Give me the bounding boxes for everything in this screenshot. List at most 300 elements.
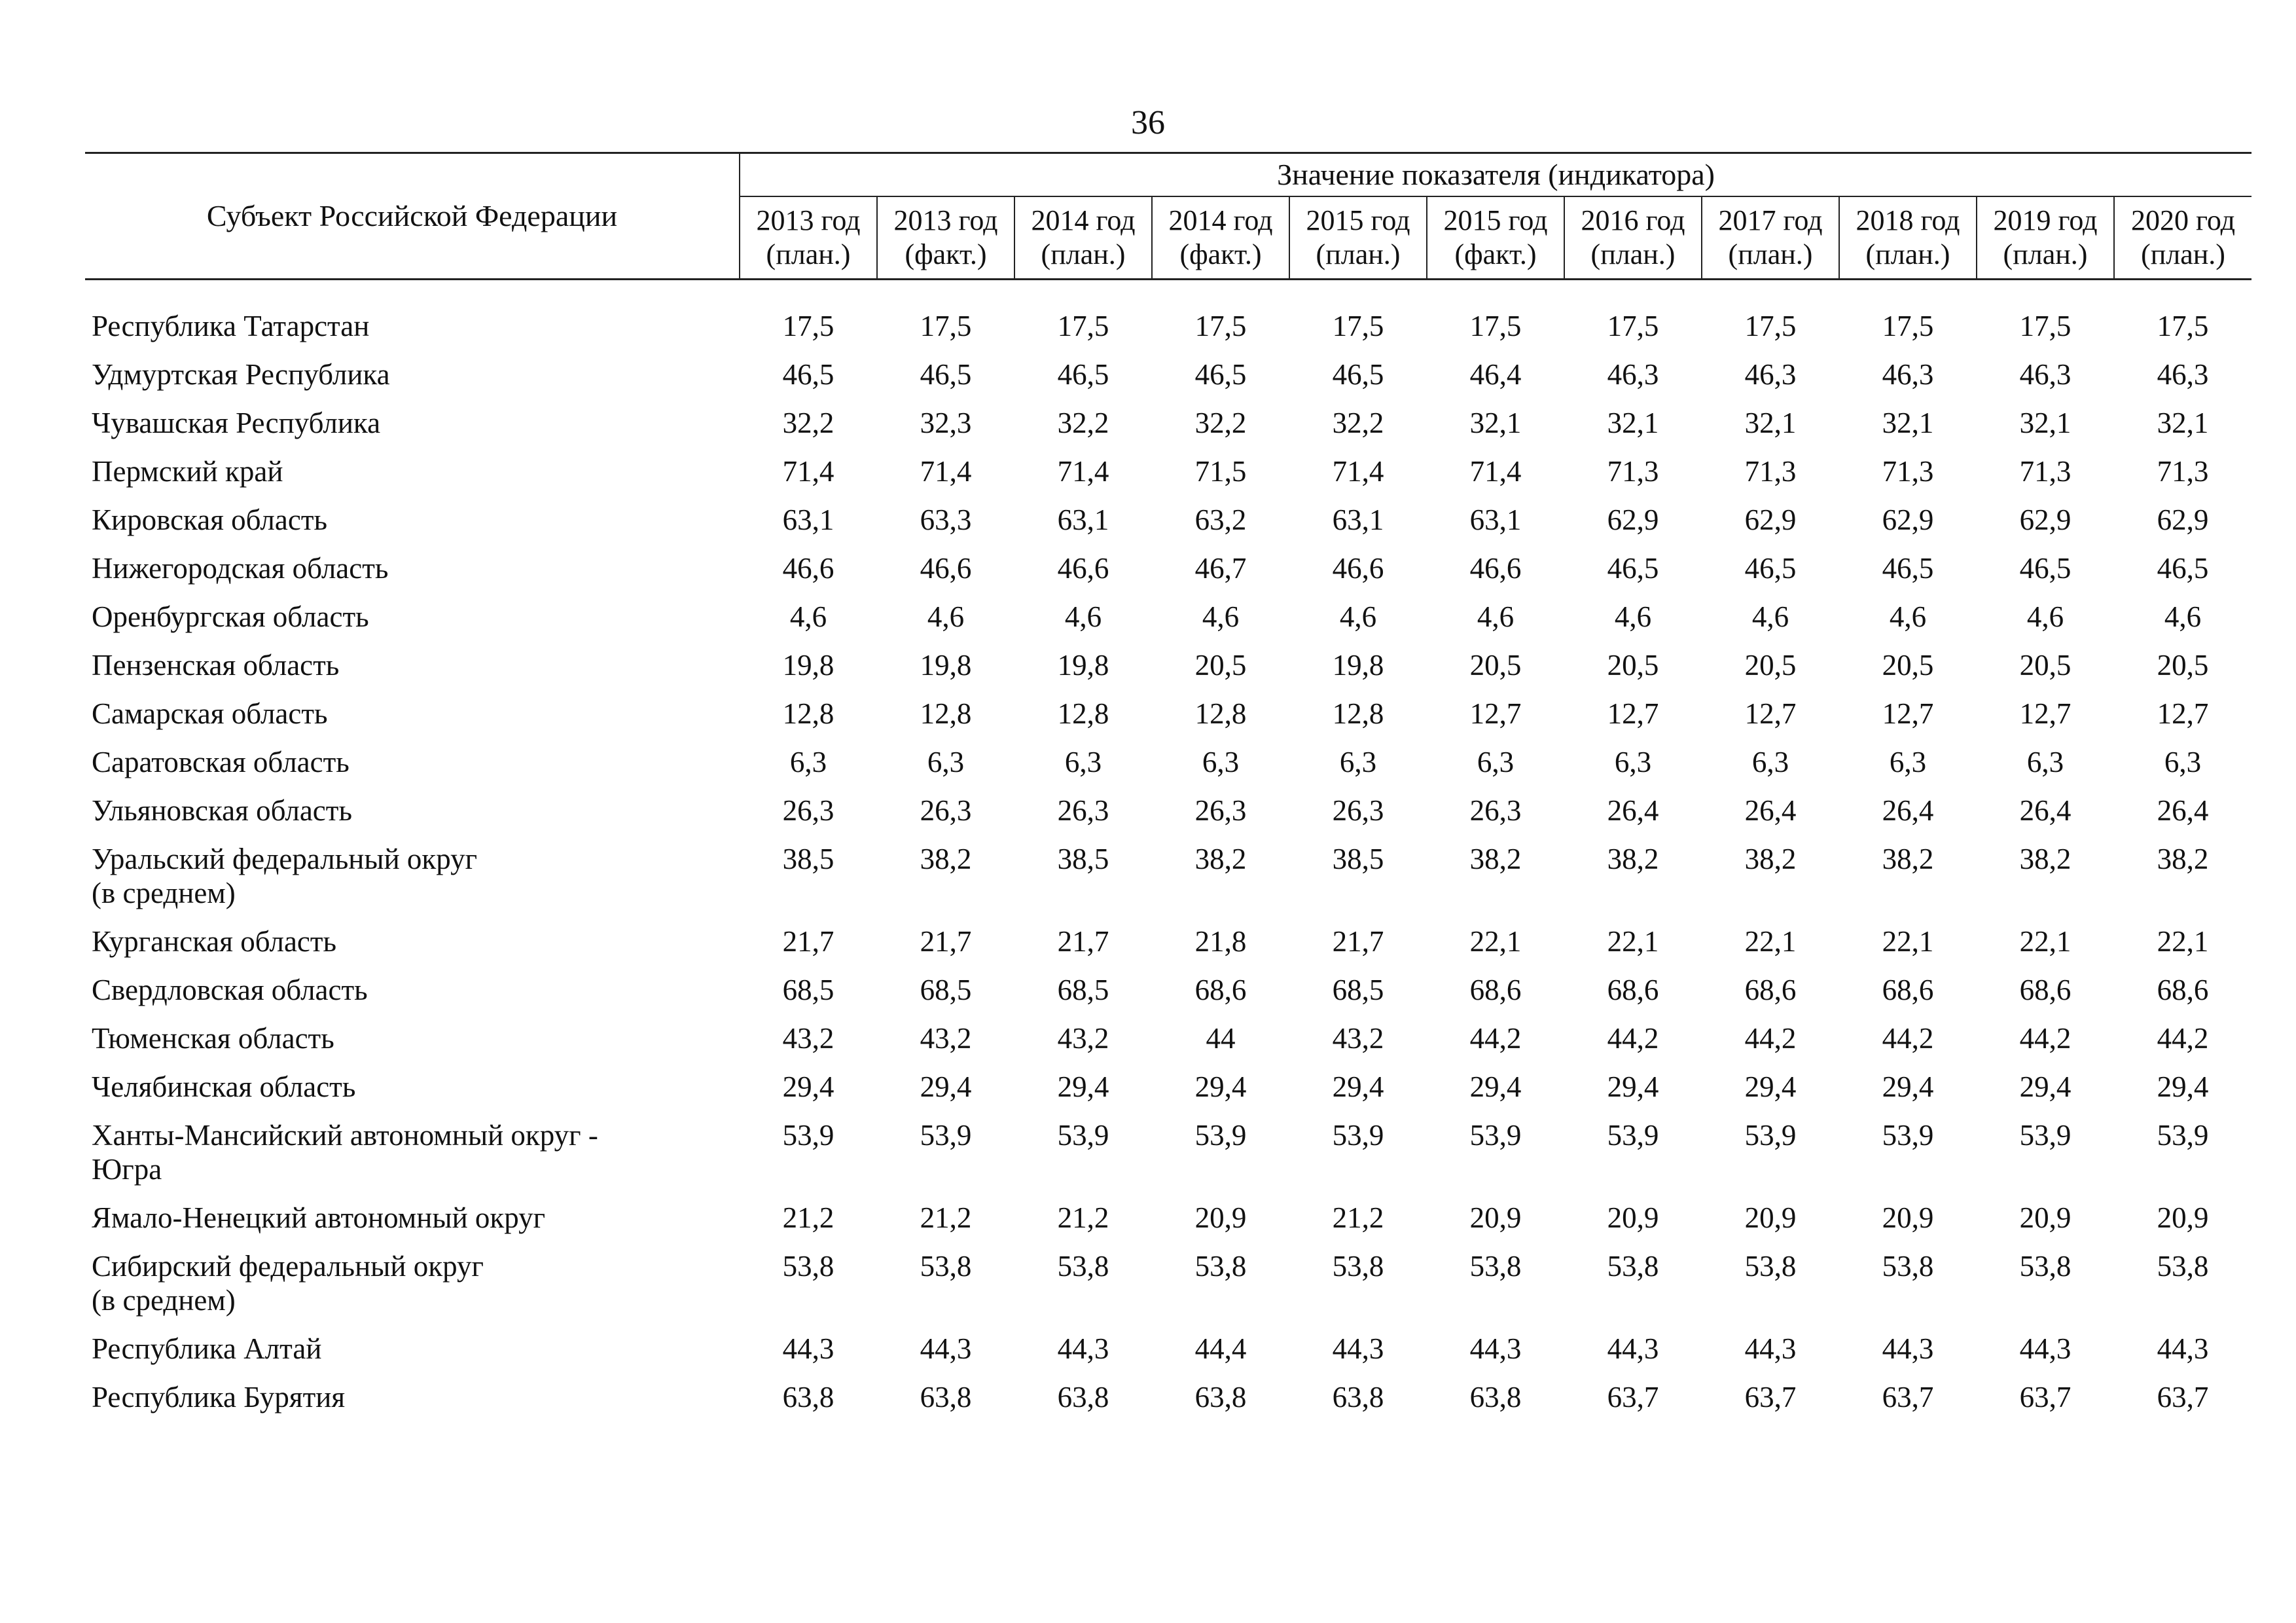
year-label: 2017 год	[1718, 204, 1823, 236]
year-label: 2019 год	[1993, 204, 2098, 236]
region-name-cell	[85, 1249, 740, 1332]
region-name-cell	[85, 1021, 740, 1070]
value-kind-label: (план.)	[1316, 238, 1401, 270]
value-kind-label: (факт.)	[1179, 238, 1262, 270]
value-cell: 53,9	[1057, 1119, 1109, 1152]
value-cell: 44,3	[1332, 1332, 1384, 1365]
value-cell: 12,8	[920, 697, 972, 730]
value-cell: 71,3	[2157, 455, 2209, 488]
table-row	[85, 697, 2251, 745]
table-row	[85, 842, 2251, 924]
value-cell: 53,9	[2019, 1119, 2072, 1152]
value-cell: 21,2	[1332, 1201, 1384, 1234]
value-cell: 38,2	[2157, 843, 2209, 875]
value-cell: 4,6	[2164, 600, 2202, 633]
value-cell: 29,4	[2019, 1070, 2072, 1103]
value-cell: 46,5	[1332, 358, 1384, 391]
value-cell: 38,5	[1332, 843, 1384, 875]
region-name-cell	[85, 697, 740, 745]
value-cell: 53,8	[1744, 1250, 1797, 1283]
value-cell: 12,8	[1332, 697, 1384, 730]
value-cell: 44,4	[1194, 1332, 1247, 1365]
value-cell: 21,7	[1332, 925, 1384, 958]
region-name-continuation: Югра	[92, 1153, 162, 1186]
table-row	[85, 1380, 2251, 1429]
region-name-cell	[85, 1380, 740, 1429]
value-cell: 68,6	[1744, 974, 1797, 1006]
value-cell: 71,3	[1607, 455, 1659, 488]
value-cell: 71,4	[920, 455, 972, 488]
region-name-cell	[85, 648, 740, 697]
value-cell: 12,7	[2157, 697, 2209, 730]
value-cell: 4,6	[1202, 600, 1240, 633]
value-cell: 63,8	[1057, 1381, 1109, 1413]
value-cell: 53,9	[1194, 1119, 1247, 1152]
value-cell: 63,8	[1469, 1381, 1522, 1413]
year-column-header	[1977, 196, 2114, 280]
value-cell: 17,5	[920, 310, 972, 342]
value-cell: 44,3	[782, 1332, 834, 1365]
value-cell: 44,3	[1057, 1332, 1109, 1365]
page-number: 36	[1131, 104, 1165, 141]
value-cell: 38,2	[920, 843, 972, 875]
value-cell: 22,1	[1469, 925, 1522, 958]
value-cell: 22,1	[2157, 925, 2209, 958]
value-cell: 71,3	[1744, 455, 1797, 488]
value-cell: 43,2	[1057, 1022, 1109, 1055]
value-cell: 46,5	[782, 358, 834, 391]
value-cell: 26,4	[1882, 794, 1934, 827]
value-cell: 6,3	[1064, 746, 1102, 778]
value-cell: 32,3	[920, 407, 972, 439]
value-cell: 63,1	[1332, 503, 1384, 536]
value-cell: 20,9	[1469, 1201, 1522, 1234]
value-kind-label: (план.)	[1728, 238, 1813, 270]
region-name-cell	[85, 793, 740, 842]
value-cell: 4,6	[1477, 600, 1515, 633]
value-cell: 63,7	[2019, 1381, 2072, 1413]
value-cell: 17,5	[1744, 310, 1797, 342]
table-row	[85, 745, 2251, 793]
value-cell: 6,3	[927, 746, 965, 778]
year-column-header	[1014, 196, 1152, 280]
table-row	[85, 551, 2251, 600]
value-cell: 29,4	[1744, 1070, 1797, 1103]
region-name: Пермский край	[92, 455, 283, 488]
value-cell: 4,6	[1339, 600, 1377, 633]
year-column-header	[877, 196, 1014, 280]
indicator-group-header: Значение показателя (индикатора)	[740, 153, 2251, 197]
region-name-cell	[85, 973, 740, 1021]
table-row	[85, 309, 2251, 357]
value-cell: 21,7	[782, 925, 834, 958]
value-cell: 6,3	[1202, 746, 1240, 778]
value-cell: 26,3	[1469, 794, 1522, 827]
indicator-table-container	[85, 152, 2251, 1429]
value-cell: 46,3	[1882, 358, 1934, 391]
value-cell: 62,9	[1607, 503, 1659, 536]
table-body	[85, 280, 2251, 1429]
year-column-header	[1702, 196, 1839, 280]
value-cell: 21,2	[920, 1201, 972, 1234]
value-cell: 63,3	[920, 503, 972, 536]
region-name: Ульяновская область	[92, 794, 352, 827]
region-name: Уральский федеральный округ	[92, 843, 478, 875]
value-cell: 44,3	[1744, 1332, 1797, 1365]
value-cell: 26,4	[2157, 794, 2209, 827]
table-row	[85, 503, 2251, 551]
value-cell: 17,5	[2157, 310, 2209, 342]
table-row	[85, 793, 2251, 842]
value-cell: 53,8	[782, 1250, 834, 1283]
table-row	[85, 357, 2251, 406]
region-name: Оренбургская область	[92, 600, 369, 633]
value-cell: 6,3	[1889, 746, 1927, 778]
value-cell: 71,3	[1882, 455, 1934, 488]
value-cell: 20,5	[1469, 649, 1522, 682]
table-row	[85, 1118, 2251, 1201]
value-cell: 44,3	[1882, 1332, 1934, 1365]
value-cell: 19,8	[782, 649, 834, 682]
value-cell: 26,4	[2019, 794, 2072, 827]
value-cell: 26,3	[1057, 794, 1109, 827]
value-cell: 53,9	[920, 1119, 972, 1152]
value-kind-label: (план.)	[1590, 238, 1676, 270]
value-cell: 6,3	[2164, 746, 2202, 778]
value-cell: 22,1	[1607, 925, 1659, 958]
value-cell: 4,6	[789, 600, 827, 633]
value-cell: 38,5	[1057, 843, 1109, 875]
value-cell: 17,5	[1332, 310, 1384, 342]
year-label: 2016 год	[1581, 204, 1685, 236]
value-cell: 71,4	[1469, 455, 1522, 488]
value-cell: 53,8	[1332, 1250, 1384, 1283]
value-cell: 20,9	[1607, 1201, 1659, 1234]
value-cell: 20,9	[1194, 1201, 1247, 1234]
region-name-cell	[85, 745, 740, 793]
value-cell: 46,5	[2019, 552, 2072, 585]
table-row	[85, 1021, 2251, 1070]
value-cell: 63,2	[1194, 503, 1247, 536]
year-column-header	[1152, 196, 1289, 280]
value-cell: 53,9	[1744, 1119, 1797, 1152]
value-cell: 4,6	[1751, 600, 1789, 633]
value-cell: 71,5	[1194, 455, 1247, 488]
value-cell: 38,2	[1194, 843, 1247, 875]
value-cell: 46,6	[1057, 552, 1109, 585]
table-row	[85, 1332, 2251, 1380]
value-cell: 44,2	[2157, 1022, 2209, 1055]
value-cell: 17,5	[1882, 310, 1934, 342]
value-cell: 63,8	[1194, 1381, 1247, 1413]
value-cell: 21,2	[782, 1201, 834, 1234]
value-cell: 71,4	[782, 455, 834, 488]
value-cell: 12,7	[2019, 697, 2072, 730]
value-cell: 46,5	[1607, 552, 1659, 585]
value-cell: 63,7	[1882, 1381, 1934, 1413]
value-cell: 29,4	[782, 1070, 834, 1103]
value-cell: 44,2	[1469, 1022, 1522, 1055]
value-cell: 46,6	[782, 552, 834, 585]
value-cell: 21,7	[1057, 925, 1109, 958]
value-cell: 12,7	[1882, 697, 1934, 730]
value-cell: 38,5	[782, 843, 834, 875]
value-cell: 53,8	[920, 1250, 972, 1283]
value-cell: 17,5	[1607, 310, 1659, 342]
value-cell: 53,8	[1607, 1250, 1659, 1283]
value-cell: 68,6	[1882, 974, 1934, 1006]
region-name: Удмуртская Республика	[92, 358, 390, 391]
region-name-cell	[85, 503, 740, 551]
value-cell: 32,1	[2019, 407, 2072, 439]
year-label: 2013 год	[893, 204, 998, 236]
region-name-cell	[85, 1118, 740, 1201]
table-row	[85, 924, 2251, 973]
value-kind-label: (план.)	[1865, 238, 1950, 270]
region-name-continuation: (в среднем)	[92, 877, 236, 909]
value-cell: 6,3	[1614, 746, 1652, 778]
value-cell: 46,5	[1194, 358, 1247, 391]
value-cell: 68,6	[1607, 974, 1659, 1006]
value-cell: 63,1	[1057, 503, 1109, 536]
region-name: Тюменская область	[92, 1022, 334, 1055]
value-cell: 6,3	[789, 746, 827, 778]
value-cell: 53,9	[1882, 1119, 1934, 1152]
value-cell: 46,3	[1607, 358, 1659, 391]
value-cell: 6,3	[1751, 746, 1789, 778]
value-cell: 21,8	[1194, 925, 1247, 958]
value-cell: 63,1	[1469, 503, 1522, 536]
value-cell: 26,4	[1607, 794, 1659, 827]
region-name-cell	[85, 454, 740, 503]
value-cell: 20,5	[1607, 649, 1659, 682]
value-cell: 4,6	[2026, 600, 2064, 633]
value-cell: 19,8	[920, 649, 972, 682]
year-label: 2020 год	[2130, 204, 2236, 236]
value-cell: 62,9	[2157, 503, 2209, 536]
region-name: Пензенская область	[92, 649, 340, 682]
region-name-cell	[85, 1332, 740, 1380]
year-column-header	[740, 196, 877, 280]
region-name-cell	[85, 600, 740, 648]
region-name: Республика Алтай	[92, 1332, 322, 1365]
value-cell: 26,3	[782, 794, 834, 827]
value-cell: 32,2	[1194, 407, 1247, 439]
value-cell: 20,5	[1882, 649, 1934, 682]
region-name-cell	[85, 357, 740, 406]
year-label: 2014 год	[1031, 204, 1136, 236]
value-cell: 17,5	[1469, 310, 1522, 342]
value-cell: 32,2	[1332, 407, 1384, 439]
value-cell: 62,9	[2019, 503, 2072, 536]
value-cell: 29,4	[1194, 1070, 1247, 1103]
year-column-header	[1289, 196, 1427, 280]
value-cell: 32,1	[1607, 407, 1659, 439]
table-row	[85, 1201, 2251, 1249]
value-cell: 21,2	[1057, 1201, 1109, 1234]
value-cell: 53,9	[1607, 1119, 1659, 1152]
value-cell: 19,8	[1057, 649, 1109, 682]
value-cell: 63,7	[2157, 1381, 2209, 1413]
value-cell: 38,2	[1607, 843, 1659, 875]
region-name-cell	[85, 1201, 740, 1249]
value-cell: 38,2	[2019, 843, 2072, 875]
value-cell: 46,3	[2019, 358, 2072, 391]
value-cell: 53,8	[2019, 1250, 2072, 1283]
value-cell: 53,9	[2157, 1119, 2209, 1152]
value-cell: 68,5	[920, 974, 972, 1006]
header-spacer	[85, 280, 2251, 310]
region-name: Нижегородская область	[92, 552, 389, 585]
value-cell: 68,6	[2157, 974, 2209, 1006]
value-kind-label: (план.)	[2141, 238, 2225, 270]
value-cell: 17,5	[782, 310, 834, 342]
value-cell: 53,9	[1469, 1119, 1522, 1152]
value-cell: 62,9	[1744, 503, 1797, 536]
value-cell: 38,2	[1744, 843, 1797, 875]
value-cell: 29,4	[920, 1070, 972, 1103]
region-name-cell	[85, 842, 740, 924]
region-name: Курганская область	[92, 925, 337, 958]
value-cell: 26,3	[1194, 794, 1247, 827]
value-cell: 68,5	[1057, 974, 1109, 1006]
value-cell: 21,7	[920, 925, 972, 958]
value-cell: 71,4	[1057, 455, 1109, 488]
value-cell: 63,7	[1744, 1381, 1797, 1413]
region-name: Челябинская область	[92, 1070, 356, 1103]
value-cell: 46,5	[2157, 552, 2209, 585]
region-name: Самарская область	[92, 697, 328, 730]
value-kind-label: (план.)	[2003, 238, 2088, 270]
value-cell: 46,3	[2157, 358, 2209, 391]
value-cell: 29,4	[1469, 1070, 1522, 1103]
value-cell: 44,2	[1882, 1022, 1934, 1055]
value-cell: 53,9	[782, 1119, 834, 1152]
region-name-cell	[85, 924, 740, 973]
value-cell: 44	[1206, 1022, 1236, 1055]
region-name: Ямало-Ненецкий автономный округ	[92, 1201, 546, 1234]
value-cell: 29,4	[1882, 1070, 1934, 1103]
value-cell: 26,3	[920, 794, 972, 827]
value-cell: 46,5	[1882, 552, 1934, 585]
value-cell: 53,8	[1194, 1250, 1247, 1283]
value-cell: 29,4	[1607, 1070, 1659, 1103]
value-cell: 44,3	[1607, 1332, 1659, 1365]
value-cell: 4,6	[927, 600, 965, 633]
value-kind-label: (план.)	[766, 238, 851, 270]
value-kind-label: (факт.)	[905, 238, 987, 270]
value-kind-label: (факт.)	[1454, 238, 1537, 270]
value-cell: 63,7	[1607, 1381, 1659, 1413]
year-column-header	[1839, 196, 1977, 280]
table-row	[85, 1070, 2251, 1118]
value-cell: 63,8	[782, 1381, 834, 1413]
year-column-header	[2114, 196, 2251, 280]
table-row	[85, 406, 2251, 454]
value-cell: 38,2	[1469, 843, 1522, 875]
indicator-table	[85, 152, 2251, 1429]
value-cell: 53,8	[1882, 1250, 1934, 1283]
value-cell: 20,9	[1882, 1201, 1934, 1234]
value-cell: 20,5	[1744, 649, 1797, 682]
value-cell: 19,8	[1332, 649, 1384, 682]
value-cell: 32,1	[2157, 407, 2209, 439]
year-label: 2013 год	[756, 204, 861, 236]
value-cell: 43,2	[1332, 1022, 1384, 1055]
value-cell: 71,4	[1332, 455, 1384, 488]
region-name: Кировская область	[92, 503, 328, 536]
value-cell: 46,6	[1332, 552, 1384, 585]
value-cell: 46,6	[1469, 552, 1522, 585]
value-cell: 22,1	[2019, 925, 2072, 958]
value-cell: 63,1	[782, 503, 834, 536]
year-label: 2015 год	[1306, 204, 1410, 236]
value-cell: 6,3	[1339, 746, 1377, 778]
value-cell: 46,3	[1744, 358, 1797, 391]
table-row	[85, 973, 2251, 1021]
value-cell: 68,6	[1469, 974, 1522, 1006]
value-cell: 68,6	[1194, 974, 1247, 1006]
table-row	[85, 648, 2251, 697]
year-column-header	[1564, 196, 1702, 280]
region-name: Ханты-Мансийский автономный округ -	[92, 1119, 598, 1152]
value-cell: 71,3	[2019, 455, 2072, 488]
region-name: Свердловская область	[92, 974, 368, 1006]
value-cell: 68,5	[782, 974, 834, 1006]
value-cell: 20,5	[2157, 649, 2209, 682]
value-cell: 46,5	[1744, 552, 1797, 585]
value-cell: 17,5	[2019, 310, 2072, 342]
value-cell: 32,2	[1057, 407, 1109, 439]
value-cell: 43,2	[782, 1022, 834, 1055]
value-cell: 29,4	[1332, 1070, 1384, 1103]
region-name-cell	[85, 406, 740, 454]
value-cell: 12,8	[782, 697, 834, 730]
value-cell: 53,9	[1332, 1119, 1384, 1152]
value-cell: 46,7	[1194, 552, 1247, 585]
region-name: Республика Бурятия	[92, 1381, 346, 1413]
value-cell: 62,9	[1882, 503, 1934, 536]
value-cell: 63,8	[1332, 1381, 1384, 1413]
value-cell: 20,9	[2157, 1201, 2209, 1234]
region-name: Республика Татарстан	[92, 310, 370, 342]
subject-column-header: Субъект Российской Федерации	[85, 153, 740, 280]
value-cell: 22,1	[1882, 925, 1934, 958]
value-cell: 20,9	[2019, 1201, 2072, 1234]
value-cell: 22,1	[1744, 925, 1797, 958]
value-cell: 68,5	[1332, 974, 1384, 1006]
value-cell: 12,7	[1607, 697, 1659, 730]
value-cell: 44,2	[1744, 1022, 1797, 1055]
value-cell: 17,5	[1057, 310, 1109, 342]
value-cell: 46,6	[920, 552, 972, 585]
table-header	[85, 153, 2251, 280]
value-cell: 4,6	[1889, 600, 1927, 633]
year-column-header	[1427, 196, 1564, 280]
value-cell: 20,5	[2019, 649, 2072, 682]
table-row	[85, 600, 2251, 648]
value-cell: 68,6	[2019, 974, 2072, 1006]
region-name: Сибирский федеральный округ	[92, 1250, 484, 1283]
value-cell: 12,8	[1194, 697, 1247, 730]
table-row	[85, 1249, 2251, 1332]
value-cell: 44,3	[1469, 1332, 1522, 1365]
value-cell: 53,8	[2157, 1250, 2209, 1283]
region-name-continuation: (в среднем)	[92, 1284, 236, 1317]
value-kind-label: (план.)	[1041, 238, 1126, 270]
region-name-cell	[85, 551, 740, 600]
value-cell: 32,1	[1469, 407, 1522, 439]
